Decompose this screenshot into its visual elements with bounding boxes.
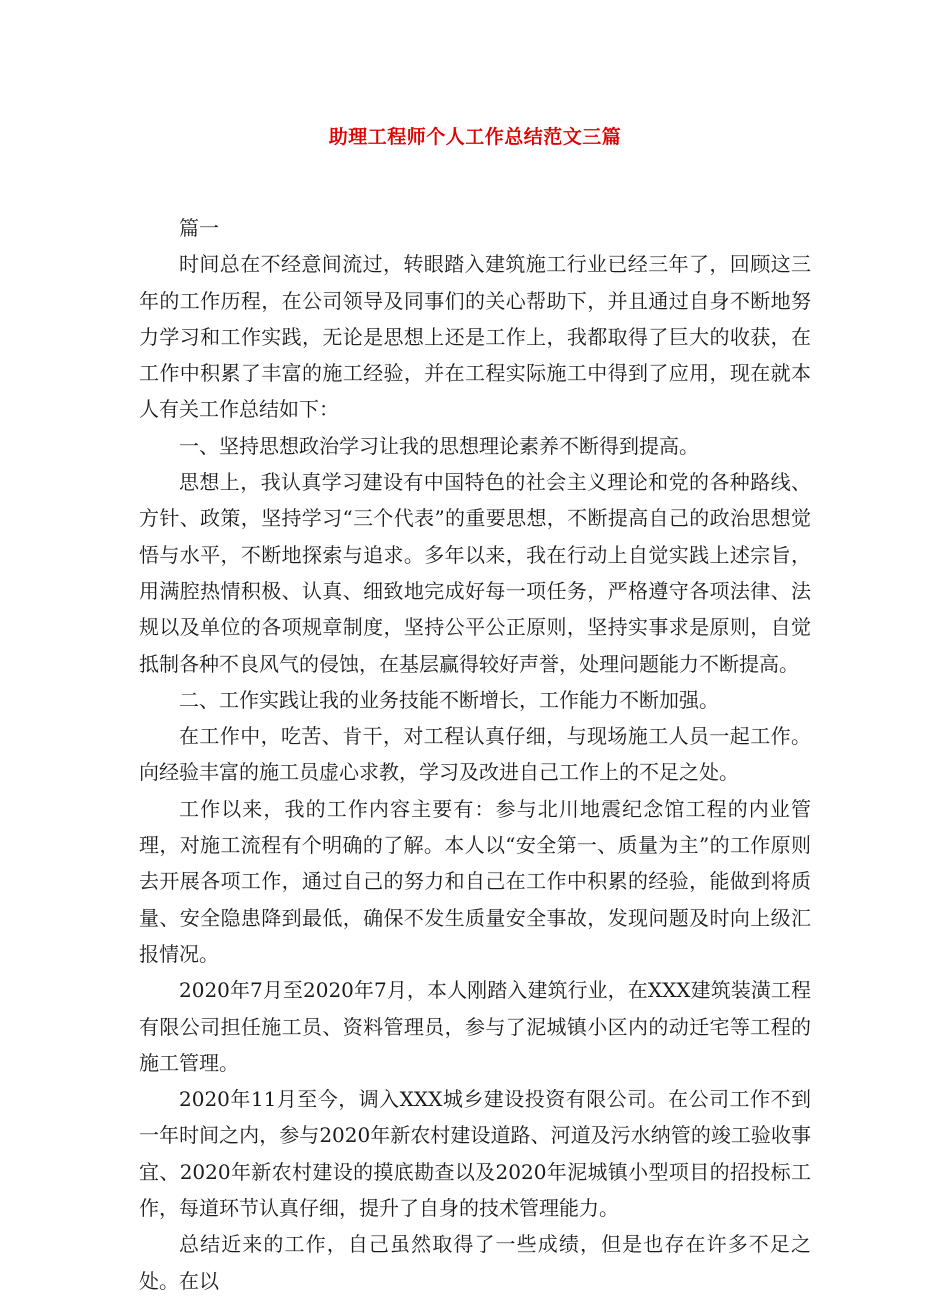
- paragraph: 时间总在不经意间流过，转眼踏入建筑施工行业已经三年了，回顾这三年的工作历程，在公司领导及同事们的关心帮助下，并且通过自身不断地努力学习和工作实践，无论是思想上还是工作上，我都取得了巨大的收获，在工作中积累了丰富的施工经验，并在工程实际施工中得到了应用，现在就本人有关工作总结如下：: [139, 252, 811, 422]
- paragraph: 一、坚持思想政治学习让我的思想理论素养不断得到提高。: [179, 433, 699, 458]
- document-title: 助理工程师个人工作总结范文三篇: [328, 126, 622, 148]
- paragraph: 总结近来的工作，自己虽然取得了一些成绩，但是也存在许多不足之处。在以: [139, 1232, 811, 1293]
- document-body: [139, 210, 811, 1299]
- paragraph: 二、工作实践让我的业务技能不断增长，工作能力不断加强。: [179, 687, 719, 712]
- section-heading: 篇一: [179, 216, 219, 240]
- paragraph: 思想上，我认真学习建设有中国特色的社会主义理论和党的各种路线、方针、政策，坚持学习“三个代表”的重要思想，不断提高自己的政治思想觉悟与水平，不断地探索与追求。多年以来，我在行动上自觉实践上述宗旨，用满腔热情积极、认真、细致地完成好每一项任务，严格遵守各项法律、法规以及单位的各项规章制度，坚持公平公正原则，坚持实事求是原则，自觉抵制各种不良风气的侵蚀，在基层赢得较好声誉，处理问题能力不断提高。: [139, 470, 811, 676]
- paragraph: 2020年7月至2020年7月，本人刚踏入建筑行业，在XXX建筑装潢工程有限公司担任施工员、资料管理员，参与了泥城镇小区内的动迁宅等工程的施工管理。: [139, 978, 811, 1075]
- paragraph: 在工作中，吃苦、肯干，对工程认真仔细，与现场施工人员一起工作。向经验丰富的施工员虚心求教，学习及改进自己工作上的不足之处。: [139, 724, 811, 785]
- paragraph: 工作以来，我的工作内容主要有：参与北川地震纪念馆工程的内业管理，对施工流程有个明确的了解。本人以“安全第一、质量为主”的工作原则去开展各项工作，通过自己的努力和自己在工作中积累的经验，能做到将质量、安全隐患降到最低，确保不发生质量安全事故，发现问题及时向上级汇报情况。: [139, 796, 811, 966]
- paragraph: 2020年11月至今，调入XXX城乡建设投资有限公司。在公司工作不到一年时间之内，参与2020年新农村建设道路、河道及污水纳管的竣工验收事宜、2020年新农村建设的摸底勘查以及2020年泥城镇小型项目的招投标工作，每道环节认真仔细，提升了自身的技术管理能力。: [139, 1087, 811, 1221]
